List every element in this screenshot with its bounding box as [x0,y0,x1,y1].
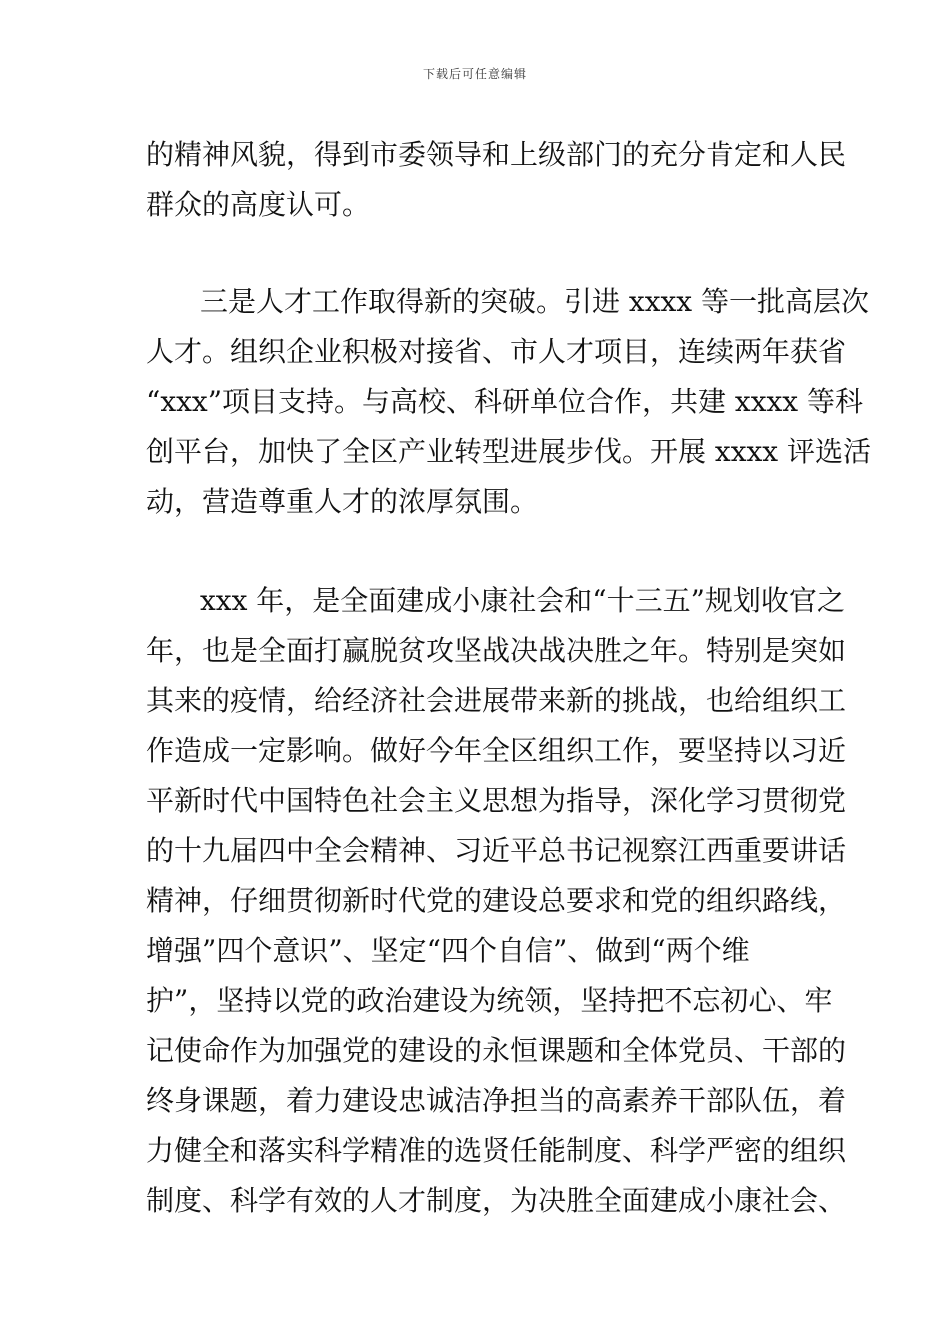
text-line: 群众的高度认可。 [146,188,371,221]
text-line: 终身课题，着力建设忠诚洁净担当的高素养干部队伍，着 [146,1084,847,1117]
text-line: 精神，仔细贯彻新时代党的建设总要求和党的组织路线， [146,884,847,917]
text-line: 作造成一定影响。做好今年全区组织工作，要坚持以习近 [146,734,847,767]
text-line: 人才。组织企业积极对接省、市人才项目，连续两年获省 [146,335,847,368]
text-line: 三是人才工作取得新的突破。引进 xxxx 等一批高层次 [200,285,869,318]
text-line: 平新时代中国特色社会主义思想为指导，深化学习贯彻党 [146,784,847,817]
text-line: 年，也是全面打赢脱贫攻坚战决战决胜之年。特别是突如 [146,634,847,667]
text-line: 创平台，加快了全区产业转型进展步伐。开展 xxxx 评选活 [146,435,871,468]
text-line: 动，营造尊重人才的浓厚氛围。 [146,485,539,518]
text-line: 护”，坚持以党的政治建设为统领，坚持把不忘初心、牢 [146,984,833,1017]
page-header: 下载后可任意编辑 [422,67,527,81]
text-line: 记使命作为加强党的建设的永恒课题和全体党员、干部的 [146,1034,847,1067]
paragraph-year-plan [146,576,847,1226]
text-line: 力健全和落实科学精准的选贤任能制度、科学严密的组织 [146,1134,847,1167]
text-line: 制度、科学有效的人才制度，为决胜全面建成小康社会、 [146,1184,847,1217]
text-line: “xxx”项目支持。与高校、科研单位合作，共建 xxxx 等科 [146,385,863,418]
text-line: xxx 年，是全面建成小康社会和“十三五”规划收官之 [200,584,845,617]
text-line: 其来的疫情，给经济社会进展带来新的挑战，也给组织工 [146,684,847,717]
paragraph-continuation [146,130,847,230]
text-line: 的十九届四中全会精神、习近平总书记视察江西重要讲话 [146,834,847,867]
text-line: 增强”四个意识”、坚定“四个自信”、做到“两个维 [146,934,750,967]
paragraph-talent-work [146,277,871,527]
text-line: 的精神风貌，得到市委领导和上级部门的充分肯定和人民 [146,138,847,171]
